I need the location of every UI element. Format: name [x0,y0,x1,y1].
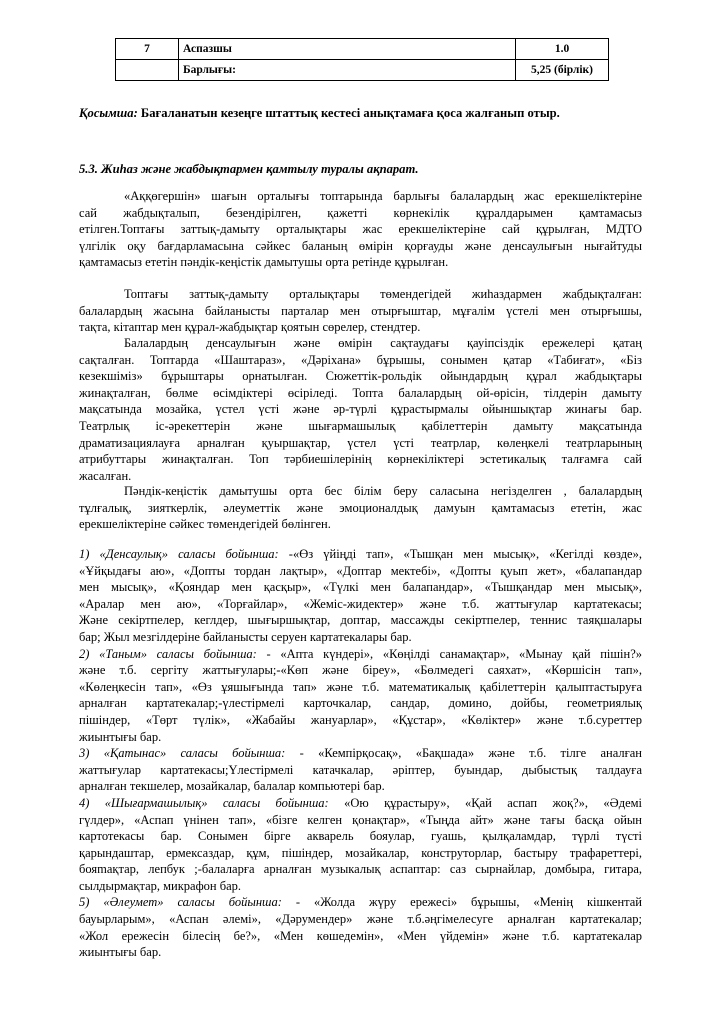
paragraph-line: қамтамасыз ететін пәндік-кеңістік дамытушы орта ретінде құрылған. [79,255,449,270]
note-text: Бағаланатын кезеңге штаттық кестесі анықтамаға қоса жалғанып отыр. [137,106,560,120]
area-text: «Аралар мен аю», «Торғайлар», «Жеміс-жидектер» және т.б. жаттығулар картатекасы; [79,596,642,611]
area-text: «Жол ережесін білесің бе?», «Мен көшедемін», «Мен үйдемін» және т.б. картатекалар [79,928,642,943]
list-line [79,646,642,663]
list-line [79,911,642,928]
list-line [79,845,642,862]
table-cell-number [116,60,179,81]
appendix-note [79,106,659,121]
area-text: жиынтығы бар. [79,945,162,960]
area-text: - «Жолда жүру ережесі» бұрышы, «Менің кішкентай [281,895,642,910]
section-heading: 5.3. Жиһаз және жабдықтармен қамтылу туралы ақпарат. [79,162,419,176]
list-line [79,861,642,878]
area-text: бояmақтар, лепбук ;-балаларға арналған музыкалық аспаптар: саз сырнайлар, домбыра, гитара, [79,862,642,877]
paragraph-line: атрибуттары жинақталған. Топ тәрбиешілерінің көрнекіліктері эстетикалық талғамға сай [79,452,642,467]
paragraph-line: сай жабдықталып, безендірілген, қажетті көрнекілік құралдарымен қамтамасыз [79,205,642,220]
list-line [79,828,642,845]
list-line [79,579,642,596]
paragraph-line: кезекшіміз» бұрыштары орнатылған. Сюжеттік-рольдік ойындардың құрал жабдықтары [79,369,642,384]
area-text: бауырларым», «Аспан әлемі», «Дәрумендер» және т.б.әңгімелесуге арналған картатекалар; [79,912,642,927]
table-cell-value: 5,25 (бірлік) [516,60,609,81]
area-text: - «Кемпірқосақ», «Бақшада» және т.б. тілге аналған [285,746,642,761]
table-cell-value: 1.0 [516,39,609,60]
area-text: бар; Жыл мезгілдеріне байланысты серуен картатекалары бар. [79,629,412,644]
table-row [116,39,609,60]
area-text: қарындаштар, ермексаздар, құм, пішіндер, мозайкалар, конструторлар, бастыру трафареттері, [79,845,642,860]
paragraph-line: сақталған. Топтарда «Шаштараз», «Дәріхана» бұрышы, сонымен қатар «Табиғат», «Біз [79,352,642,367]
list-line [79,762,642,779]
area-text: сылдырмақтар, микрафон бар. [79,878,242,893]
list-line [79,629,642,646]
staff-table-body [116,39,609,81]
table-cell-position: Барлығы: [179,60,516,81]
staff-table [115,38,609,81]
area-text: «Ұйқыдағы аю», «Допты тордан лақтыр», «Доптар мектебі», «Допты қуып жет», «балапандар [79,563,642,578]
area-text: жаттығулар картатекасы;Үлестірмелі катачкалар, әріптер, буындар, дыбыстық талдауға [79,762,642,777]
list-line [79,944,642,961]
paragraph-line: үлгілік оқу бағдарламасына сәйкес баланың өмірін қорғауды және денсаулығын нығайтуды [79,238,642,253]
paragraph-line: Балалардың денсаулығын және өмірін сақтаудағы қауіпсіздік ережелері қатаң [124,336,642,350]
area-text: жиынтығы бар. [79,729,162,744]
paragraph-safety [79,335,642,484]
list-line [79,878,642,895]
list-line [79,712,642,729]
list-line [79,612,642,629]
paragraph-group-centers [79,188,642,271]
paragraph-line: жинақталған, бөлме өсімдіктері өсіріледі. Топта балалардың ой-өрісін, тілдерін дамыту [79,385,642,400]
list-line [79,812,642,829]
paragraph-line: мақсатында мозайка, үстел үсті және әр-түрлі құрастырмалы ойыншықтар жинағы бар. [79,402,642,417]
list-line [79,795,642,812]
area-title: 5) «Әлеумет» саласы бойынша: [79,895,282,910]
list-line [79,546,642,563]
area-title: 4) «Шығармашылық» саласы бойынша: [79,795,329,810]
paragraph-line: жасалған. [79,468,132,483]
paragraph-line: ерекшеліктеріне сәйкес төмендегідей бөлінген. [79,517,331,532]
table-row [116,60,609,81]
list-line [79,662,642,679]
list-line [79,679,642,696]
area-text: пішіндер, «Төрт түлік», «Жабайы жануарлар», «Құстар», «Көліктер» және т.б.суреттер [79,712,642,727]
education-areas-list [79,546,642,961]
list-line [79,778,642,795]
list-line [79,596,642,613]
area-text: гүлдер», «Аспап үнінен тап», «бізге келген қонақтар», «Тыңда айт» және тағы басқа ойын [79,812,642,827]
list-line [79,928,642,945]
area-text: - «Апта күндері», «Көңілді санамақтар», «Мынау қай пішін?» [256,646,642,661]
list-line [79,729,642,746]
table-cell-number: 7 [116,39,179,60]
area-text: картотекасы бар. Сонымен бірге акварель бояулар, гуашь, қылқаламдар, түрлі түсті [79,829,642,844]
paragraph-line: Пәндік-кеңістік дамытушы орта бес білім беру саласына негізделген , балалардың [124,484,642,498]
area-text: арналған текшелер, мозайкалар, балалар компьютері бар. [79,779,385,794]
note-label: Қосымша: [79,106,138,120]
area-text: -«Өз үйіңді тап», «Тышқан мен мысық», «Кегілді көзде», [278,547,642,561]
list-line [79,745,642,762]
area-text: «Көлеңкесін тап», «Өз ұяшығында тап» және т.б. математикалық қабілеттерін қалыптастыруға [79,679,642,694]
list-line [79,563,642,580]
area-title: 2) «Таным» саласы бойынша: [79,646,257,661]
paragraph-line: «Аққөгершін» шағын орталығы топтарында барлығы балалардың жас ерекшеліктеріне [124,189,642,203]
paragraph-line: балалардың жасына байланысты парталар мен отырғыштар, мұғалім үстелі мен отырғышы, [79,303,642,318]
paragraph-line: етілген.Топтағы заттық-дамыту орталықтары жас ерекшеліктеріне сай құрылған, МДТО [79,222,642,237]
paragraph-environment [79,483,642,533]
area-text: және т.б. сергіту жаттығулары;-«Көп және біреу», «Бөлмедегі саяхат», «Көршісін тап», [79,663,642,678]
paragraph-line: Театрлық іс-әрекеттерін және шығармашылық қабілеттерін дамыту мақсатында [79,418,642,433]
table-cell-position: Аспазшы [179,39,516,60]
area-text: арналған картатекалар;-үлестірмелі карточкалар, сандар, домино, дойбы, геометриялық [79,696,642,711]
area-text: Жәнe секіртпелер, кеглдер, шығыршықтар, доптар, массажды секіртпелер, теннис таяқшалары [79,613,642,628]
area-title: 1) «Денсаулық» саласы бойынша: [79,547,279,561]
paragraph-line: Топтағы заттық-дамыту орталықтары төмендегідей жиhаздармен жабдықталған: [124,287,642,301]
paragraph-line: тұлғалық, зияткерлік, әлеуметтік және эмоционалдық дамуын қамтамасыз ететін, жас [79,500,642,515]
paragraph-line: драматизациялауға арналған қуыршақтар, үстел үсті театрлар, көлеңкелі театрларының [79,435,642,450]
list-line [79,894,642,911]
list-line [79,695,642,712]
paragraph-furniture [79,286,642,336]
area-title: 3) «Қатынас» саласы бойынша: [79,746,286,761]
area-text: «Ою құрастыру», «Қай аспап жоқ?», «Әдемі [328,795,642,810]
paragraph-line: тақта, кітаптар мен құрал-жабдықтар қоятын сөрелер, стендтер. [79,320,421,335]
area-text: мен мысық», «Қояндар мен қасқыр», «Түлкі мен балапандар», «Тышқандар мен мысық», [79,580,642,595]
